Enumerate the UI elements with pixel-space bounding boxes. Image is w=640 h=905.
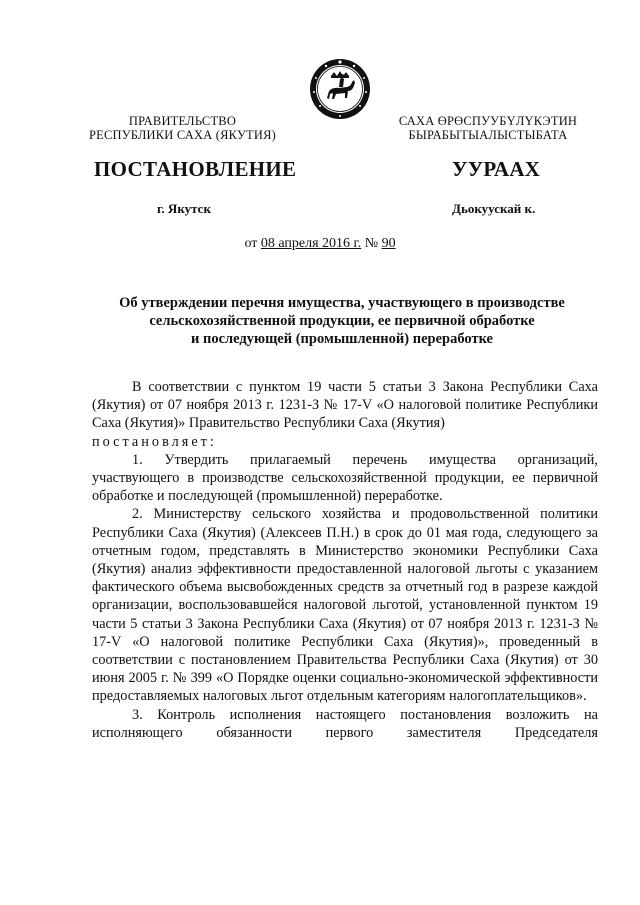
government-name-yakut — [388, 114, 588, 142]
document-title — [92, 294, 592, 348]
document-body — [92, 378, 598, 742]
resolution-word — [92, 433, 598, 451]
republic-line: САХА ӨРӨСПУУБҮЛҮКЭТИН — [398, 114, 578, 128]
document-type-yakut: УУРААХ — [452, 157, 541, 181]
city-yakut: Дьокуускай к. — [452, 201, 536, 216]
paragraph-item-1: 1. Утвердить прилагаемый перечень имущества организаций, участвующего в производстве сельскохозяйственной продукции, ее первичной обработке и последующей (промышленной) переработке. — [92, 451, 598, 505]
document-date-number — [0, 236, 640, 252]
government-line: ПРАВИТЕЛЬСТВО — [128, 114, 237, 128]
resolution-verb: постановляет: — [92, 433, 217, 450]
title-line: и последующей (промышленной) переработке — [191, 331, 493, 347]
paragraph-item-3: 3. Контроль исполнения настоящего постановления возложить на исполняющего обязанности первого заместителя Председателя — [92, 706, 598, 741]
paragraph-item-2: 2. Министерству сельского хозяйства и продовольственной политики Республики Саха (Якутия) (Алексеев П.Н.) в срок до 01 мая года, следующего за отчетным годом, представлять в Министерство экономики Республики Саха (Якутия) анализ эффективности предоставленной налоговой льготы с указанием фактического объема высвобожденных средств за отчетный год в разрезе каждой организации, воспользовавшейся налоговой льготой, установленной пунктом 19 части 5 статьи 3 Закона Республики Саха (Якутия) от 07 ноября 2013 г. 1231-З № 17-V «О налоговой политике Республики Саха (Якутия)», проведенный в соответствии с постановлением Правительства Республики Саха (Якутия) от 30 июня 2005 г. № 399 «О Порядке оценки социально-экономической эффективности предоставляемых налоговых льгот отдельным категориям налогоплательщиков». — [92, 506, 598, 705]
title-line: Об утверждении перечня имущества, участвующего в производстве — [119, 295, 565, 311]
government-line: БЫРАБЫТЫАЛЫСТЫБАТА — [408, 128, 568, 142]
document-date: 08 апреля 2016 г. — [260, 236, 362, 251]
document-type-russian: ПОСТАНОВЛЕНИЕ — [94, 157, 297, 181]
government-name-russian — [80, 114, 285, 142]
preamble-text: В соответствии с пунктом 19 части 5 статьи 3 Закона Республики Саха (Якутия) от 07 ноября 2013 г. 1231-З № 17-V «О налоговой политике Республики Саха (Якутия)» Правительство Республики Саха (Якутия) — [92, 379, 598, 432]
city-russian: г. Якутск — [157, 201, 211, 216]
title-line: сельскохозяйственной продукции, ее первичной обработке — [149, 313, 535, 329]
republic-line: РЕСПУБЛИКИ САХА (ЯКУТИЯ) — [89, 128, 276, 142]
document-number: 90 — [381, 236, 396, 251]
date-prefix: от — [244, 236, 258, 251]
coat-of-arms-icon — [309, 58, 371, 120]
paragraph-preamble — [92, 378, 598, 433]
number-sign: № — [364, 236, 379, 251]
